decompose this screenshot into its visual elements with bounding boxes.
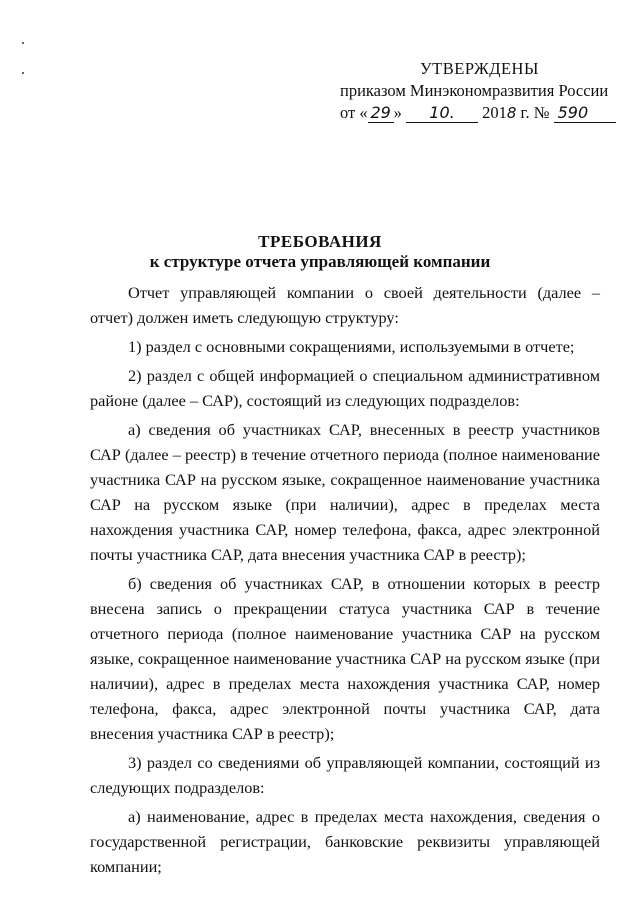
paragraph: 2) раздел с общей информацией о специальном административном районе (далее – САР), состоящий из следующих подразделов: [90,366,600,410]
handwritten-order-number: 590 [554,104,616,123]
paragraph: 1) раздел с основными сокращениями, используемыми в отчете; [128,337,575,356]
handwritten-month: 10. [406,104,478,123]
handwritten-year-digit: 8 [506,104,517,122]
year-prefix: 201 [482,103,507,122]
paragraph: б) сведения об участниках САР, в отношении которых в реестр внесена запись о прекращении статуса участника САР в течение отчетного периода (полное наименование участника САР на русском языке, сокращенное наименование участника САР на русском языке (при наличии), адрес в пределах места нахождения участника САР, номер телефона, факса, адрес электронной почты участника САР, дата внесения участника САР в реестр); [90,574,600,743]
document-subtitle: к структуре отчета управляющей компании [149,252,491,271]
date-quote-close: » [393,103,402,122]
margin-mark [22,42,24,44]
paragraph: а) наименование, адрес в пределах места нахождения, сведения о государственной регистрации, банковские реквизиты управляющей компании; [90,807,600,876]
paragraph: 3) раздел со сведениями об управляющей компании, состоящий из следующих подразделов: [90,753,600,797]
handwritten-day: 29 [368,104,394,123]
margin-mark [22,72,24,74]
approval-date-line [340,102,600,124]
year-label: г. № [520,103,550,122]
document-title: ТРЕБОВАНИЯ [258,232,382,251]
approval-heading: УТВЕРЖДЕНЫ [420,59,539,78]
paragraph: Отчет управляющей компании о своей деятельности (далее – отчет) должен иметь следующую структуру: [90,283,600,327]
approval-stamp [340,58,609,124]
date-prefix: от « [340,103,368,122]
approval-order-line: приказом Минэкономразвития России [340,81,609,100]
document-body [90,280,600,883]
paragraph: а) сведения об участниках САР, внесенных в реестр участников САР (далее – реестр) в течение отчетного периода (полное наименование участника САР на русском языке, сокращенное наименование участника САР на русском языке (при наличии), адрес в пределах места нахождения участника САР, номер телефона, факса, адрес электронной почты участника САР, дата внесения участника САР в реестр); [90,420,600,564]
